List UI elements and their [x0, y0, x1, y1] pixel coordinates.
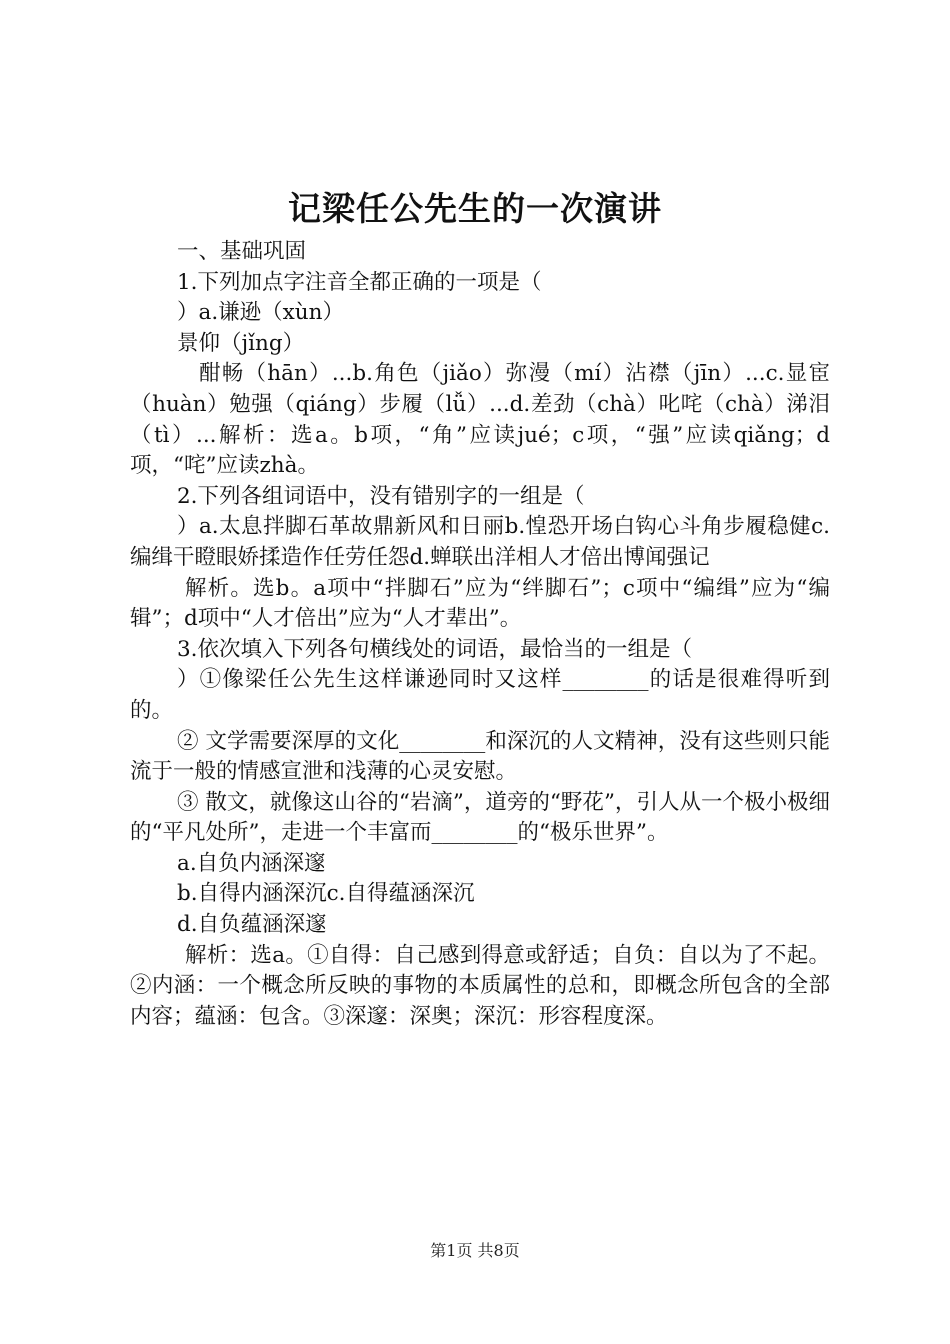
question-3-stem: 3.依次填入下列各句横线处的词语，最恰当的一组是（ [177, 636, 693, 662]
question-1-option-a: ）a.谦逊（xùn） [177, 300, 344, 326]
question-1-options-and-analysis: 酣畅（hān）...b.角色（jiǎo）弥漫（mí）沾襟（jīn）...c.显宦（huàn）勉强（qiáng）步履（lǚ）...d.差劲（chà）叱咤（chà）涕泪（tì）...解析：选a。b项，“角”应读jué；c项，“强”应读qiǎng；d项，“咤”应读zhà。 [130, 361, 830, 479]
question-3-option-bc: b.自得内涵深沉c.自得蕴涵深沉 [177, 881, 475, 907]
document-body [130, 237, 830, 1032]
question-3-option-d: d.自负蕴涵深邃 [177, 912, 327, 938]
question-3-option-a: a.自负内涵深邃 [177, 850, 326, 876]
question-2-analysis: 解析。选b。a项中“拌脚石”应为“绊脚石”；c项中“编缉”应为“编辑”；d项中“人才倍出”应为“人才辈出”。 [130, 575, 830, 632]
question-1-stem: 1.下列加点字注音全都正确的一项是（ [177, 269, 542, 295]
question-3-analysis: 解析：选a。①自得：自己感到得意或舒适；自负：自以为了不起。②内涵：一个概念所反映的事物的本质属性的总和，即概念所包含的全部内容；蕴涵：包含。③深邃：深奥；深沉：形容程度深。 [130, 942, 830, 1029]
section-heading: 一、基础巩固 [177, 239, 307, 264]
page-footer: 第1页 共8页 [430, 1241, 520, 1260]
question-2-options: ）a.太息拌脚石革故鼎新风和日丽b.惶恐开场白钩心斗角步履稳健c.编缉干瞪眼娇揉造作任劳任怨d.蝉联出洋相人才倍出博闻强记 [130, 514, 830, 570]
question-3-sentence-1: ）①像梁任公先生这样谦逊同时又这样________的话是很难得听到的。 [130, 667, 830, 723]
question-2-stem: 2.下列各组词语中，没有错别字的一组是（ [177, 483, 585, 509]
question-3-sentence-2: ② 文学需要深厚的文化________和深沉的人文精神，没有这些则只能流于一般的情感宣泄和浅薄的心灵安慰。 [130, 728, 830, 785]
question-1-option-a-cont: 景仰（jǐng） [177, 330, 305, 356]
document-title: 记梁任公先生的一次演讲 [288, 189, 662, 228]
question-3-sentence-3: ③ 散文，就像这山谷的“岩滴”，道旁的“野花”，引人从一个极小极细的“平凡处所”，走进一个丰富而________的“极乐世界”。 [130, 789, 830, 846]
